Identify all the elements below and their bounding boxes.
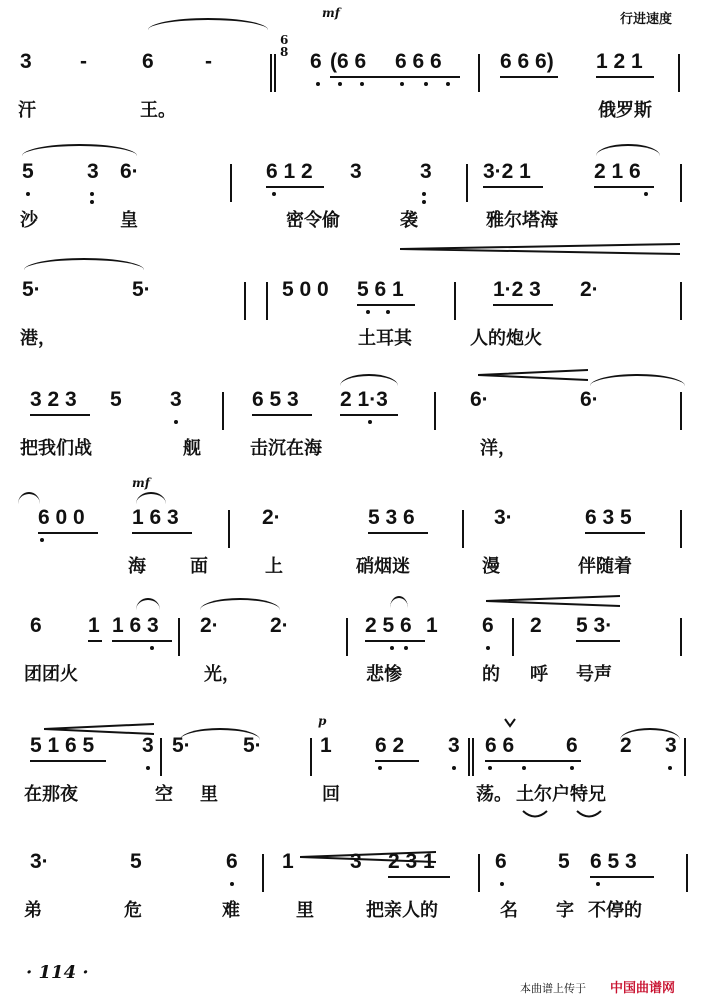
note-group: 3: [350, 850, 362, 873]
beam: [38, 532, 98, 534]
low-dot: [486, 646, 490, 650]
lyric-text: 弟: [24, 900, 42, 921]
note-group: 6: [566, 734, 578, 757]
low-dot: [570, 766, 574, 770]
note-group: 1·2 3: [493, 278, 541, 301]
note-group: 1 6 3: [132, 506, 179, 529]
lyric-text: 空: [155, 784, 173, 805]
note-group: 6 6: [485, 734, 515, 757]
note-group: 3: [87, 160, 99, 183]
beam: [596, 76, 654, 78]
barline: [680, 618, 682, 656]
note-group: 5 3·: [576, 614, 613, 637]
barline: [680, 282, 682, 320]
note-group: 1: [320, 734, 332, 757]
lyric-text: 号声: [576, 664, 612, 685]
note-group: 1: [426, 614, 438, 637]
low-dot: [366, 310, 370, 314]
beam: [112, 640, 172, 642]
low-dot: [90, 200, 94, 204]
lyric-text: 荡。: [476, 784, 512, 805]
tie-under-icon: [576, 810, 602, 820]
lyric-text: 字: [556, 900, 574, 921]
note-group: 5: [130, 850, 142, 873]
lyric-text: 呼: [530, 664, 548, 685]
note-group: 2·: [270, 614, 289, 637]
beam: [365, 640, 425, 642]
low-dot: [368, 420, 372, 424]
lyric-text: 团团火: [24, 664, 78, 685]
barline: [478, 54, 480, 92]
note-group: 6 1 2: [266, 160, 313, 183]
note-group: 3: [448, 734, 460, 757]
barline: [230, 164, 232, 202]
barline: [468, 738, 470, 776]
note-group: 6: [310, 50, 322, 73]
lyric-text: 悲惨: [366, 664, 402, 685]
note-group: 3: [350, 160, 362, 183]
note-group: 3: [142, 734, 154, 757]
low-dot: [90, 192, 94, 196]
note-group: 3·: [30, 850, 49, 873]
beam: [340, 414, 398, 416]
beam: [132, 532, 192, 534]
barline: [160, 738, 162, 776]
barline: [472, 738, 474, 776]
low-dot: [316, 82, 320, 86]
barline: [178, 618, 180, 656]
time-signature: 6 8: [280, 33, 289, 59]
beam: [88, 640, 102, 642]
slur: [148, 18, 268, 30]
score-system-3-decor: [0, 268, 710, 383]
crescendo-hairpin: [400, 242, 680, 256]
beam: [368, 532, 428, 534]
note-group: 6 0 0: [38, 506, 85, 529]
note-group: 3: [665, 734, 677, 757]
slur: [18, 492, 40, 504]
note-group: 6: [482, 614, 494, 637]
note-group: 5·: [172, 734, 191, 757]
note-group: 5 0 0: [282, 278, 329, 301]
low-dot: [272, 192, 276, 196]
score-system-7-decor: [0, 714, 710, 839]
slur: [620, 728, 680, 740]
lyric-text: 里: [200, 784, 218, 805]
note-group: 5 1 6 5: [30, 734, 95, 757]
note-group: 2: [530, 614, 542, 637]
barline: [228, 510, 230, 548]
low-dot: [400, 82, 404, 86]
note-group: 3: [20, 50, 32, 73]
note-group: 2·: [200, 614, 219, 637]
note-group: 3: [420, 160, 432, 183]
lyric-text: 袭: [400, 210, 418, 231]
lyric-text: 面: [190, 556, 208, 577]
lyric-text: 雅尔塔海: [486, 210, 558, 231]
low-dot: [378, 766, 382, 770]
note-group: 5: [110, 388, 122, 411]
tempo-marking: 行进速度: [619, 12, 672, 27]
lyric-text: 伴随着: [578, 556, 632, 577]
beam: [375, 760, 419, 762]
lyric-text: 人的炮火: [470, 328, 542, 349]
note-group: 1: [282, 850, 294, 873]
lyric-text: 把亲人的: [366, 900, 438, 921]
barline: [262, 854, 264, 892]
lyric-text: 洋，: [480, 438, 516, 459]
barline: [310, 738, 312, 776]
tie-under-icon: [522, 810, 548, 820]
score-system-4-decor: [0, 378, 710, 493]
barline: [222, 392, 224, 430]
low-dot: [668, 766, 672, 770]
barline: [346, 618, 348, 656]
low-dot: [338, 82, 342, 86]
lyric-text: 漫: [482, 556, 500, 577]
lyric-text: 光，: [204, 664, 240, 685]
beam: [30, 760, 106, 762]
note-group: 2 1·3: [340, 388, 388, 411]
low-dot: [360, 82, 364, 86]
low-dot: [40, 538, 44, 542]
note-group: 2 1 6: [594, 160, 641, 183]
beam: [483, 186, 543, 188]
note-group: 5·: [22, 278, 41, 301]
note-group: 6: [226, 850, 238, 873]
barline: [244, 282, 246, 320]
low-dot: [596, 882, 600, 886]
low-dot: [404, 646, 408, 650]
low-dot: [390, 646, 394, 650]
beam: [330, 76, 460, 78]
note-group: 6·: [120, 160, 139, 183]
lyric-text: 港，: [20, 328, 56, 349]
lyric-text: 海: [128, 556, 146, 577]
lyric-text: 里: [296, 900, 314, 921]
lyric-text: 不停的: [588, 900, 642, 921]
note-group: 2·: [262, 506, 281, 529]
dynamic-p: p: [318, 714, 327, 728]
score-system-8-decor: [0, 840, 710, 955]
low-dot: [174, 420, 178, 424]
crescendo-hairpin: [486, 594, 620, 608]
crescendo-hairpin: [478, 368, 588, 382]
note-group: 5 3 6: [368, 506, 415, 529]
beam: [485, 760, 581, 762]
low-dot: [452, 766, 456, 770]
barline: [680, 164, 682, 202]
barline: [274, 54, 276, 92]
site-logo: 中国曲谱网: [610, 981, 676, 996]
note-group: 3 2 3: [30, 388, 77, 411]
low-dot: [446, 82, 450, 86]
beam: [585, 532, 645, 534]
lyric-text: 王。: [140, 100, 176, 121]
low-dot: [644, 192, 648, 196]
lyric-text: 舰: [183, 438, 201, 459]
note-group: (6 6: [330, 50, 367, 73]
lyric-text: 俄罗斯: [598, 100, 652, 121]
beam: [388, 876, 450, 878]
note-group: -: [205, 50, 212, 73]
note-group: 2: [620, 734, 632, 757]
lyric-text: 土尔户特兄: [516, 784, 606, 805]
lyric-text: 沙: [20, 210, 38, 231]
note-group: 6 3 5: [585, 506, 632, 529]
lyric-text: 皇: [120, 210, 138, 231]
dynamic-mf: mf: [322, 6, 340, 20]
lyric-text: 硝烟迷: [356, 556, 410, 577]
score-system-6-decor: [0, 604, 710, 719]
note-group: 1: [88, 614, 100, 637]
low-dot: [150, 646, 154, 650]
barline: [466, 164, 468, 202]
low-dot: [422, 200, 426, 204]
beam: [590, 876, 654, 878]
note-group: 1 2 1: [596, 50, 643, 73]
beam: [493, 304, 553, 306]
note-group: 6: [495, 850, 507, 873]
low-dot: [522, 766, 526, 770]
slur: [136, 492, 166, 504]
upload-credit: 本曲谱上传于: [520, 982, 586, 995]
barline: [478, 854, 480, 892]
barline: [686, 854, 688, 892]
barline: [680, 392, 682, 430]
barline: [462, 510, 464, 548]
low-dot: [424, 82, 428, 86]
note-group: 5: [558, 850, 570, 873]
low-dot: [146, 766, 150, 770]
note-group: 6 6 6: [395, 50, 442, 73]
low-dot: [500, 882, 504, 886]
dynamic-mf: mf: [132, 476, 150, 490]
lyric-text: 名: [500, 900, 518, 921]
low-dot: [230, 882, 234, 886]
lyric-text: 在那夜: [24, 784, 78, 805]
note-group: 5 6 1: [357, 278, 404, 301]
barline: [678, 54, 680, 92]
note-group: 6 5 3: [590, 850, 637, 873]
note-group: 6 6 6): [500, 50, 554, 73]
note-group: 2 3 1: [388, 850, 435, 873]
note-group: 6: [142, 50, 154, 73]
barline: [434, 392, 436, 430]
lyric-text: 土耳其: [358, 328, 412, 349]
barline: [512, 618, 514, 656]
low-dot: [422, 192, 426, 196]
lyric-text: 汗: [18, 100, 36, 121]
barline: [454, 282, 456, 320]
low-dot: [386, 310, 390, 314]
note-group: 5·: [243, 734, 262, 757]
lyric-text: 密令偷: [286, 210, 340, 231]
note-group: 6: [30, 614, 42, 637]
lyric-text: 难: [222, 900, 240, 921]
barline: [680, 510, 682, 548]
crescendo-hairpin: [44, 722, 154, 736]
note-group: 6 5 3: [252, 388, 299, 411]
breath-mark-icon: [504, 718, 516, 728]
beam: [357, 304, 415, 306]
beam: [30, 414, 90, 416]
low-dot: [488, 766, 492, 770]
barline: [684, 738, 686, 776]
note-group: 3·: [494, 506, 513, 529]
beam: [266, 186, 324, 188]
note-group: 5: [22, 160, 34, 183]
lyric-text: 击沉在海: [250, 438, 322, 459]
barline: [270, 54, 272, 92]
note-group: 6·: [580, 388, 599, 411]
beam: [252, 414, 312, 416]
beam: [576, 640, 620, 642]
note-group: -: [80, 50, 87, 73]
barline: [266, 282, 268, 320]
note-group: 2 5 6: [365, 614, 412, 637]
note-group: 2·: [580, 278, 599, 301]
lyric-text: 回: [322, 784, 340, 805]
lyric-text: 上: [265, 556, 283, 577]
low-dot: [26, 192, 30, 196]
note-group: 1 6 3: [112, 614, 159, 637]
crescendo-hairpin: [300, 850, 436, 864]
note-group: 3: [170, 388, 182, 411]
lyric-text: 危: [124, 900, 142, 921]
lyric-text: 把我们战: [20, 438, 92, 459]
slur: [180, 728, 260, 740]
note-group: 6·: [470, 388, 489, 411]
note-group: 5·: [132, 278, 151, 301]
beam: [594, 186, 654, 188]
page-number: · 114 ·: [26, 962, 89, 983]
note-group: 6 2: [375, 734, 405, 757]
beam: [500, 76, 558, 78]
note-group: 3·2 1: [483, 160, 531, 183]
lyric-text: 的: [482, 664, 500, 685]
